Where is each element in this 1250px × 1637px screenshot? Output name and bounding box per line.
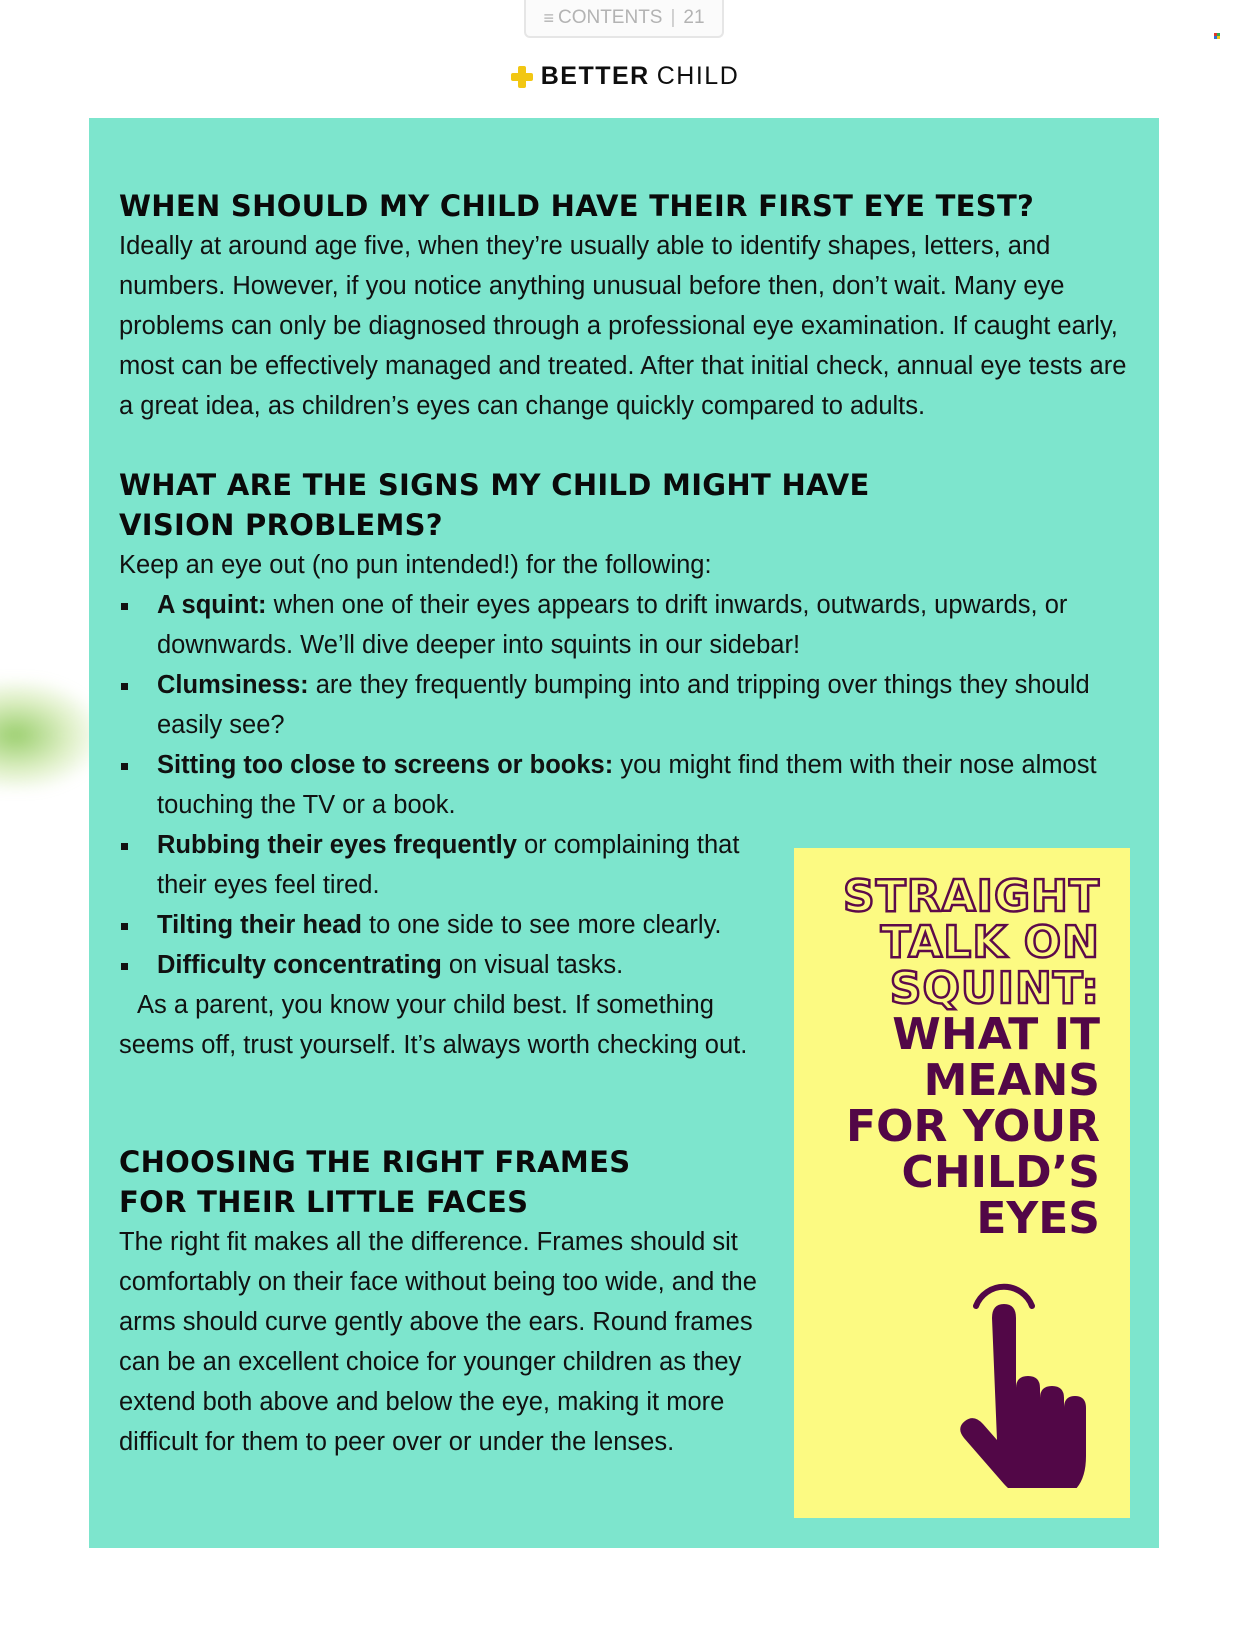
item-text: or complaining that their eyes feel tired. [157, 831, 740, 899]
contents-label: CONTENTS [557, 7, 663, 28]
sidebar-line: FOR YOUR [846, 1101, 1100, 1152]
brand-name-bold: BETTER [540, 62, 650, 90]
item-bold: Tilting their head [157, 911, 362, 939]
pointing-hand-icon [954, 1278, 1104, 1488]
decorative-smudge [0, 680, 100, 790]
list-item [119, 905, 789, 945]
item-bold: A squint: [157, 591, 267, 619]
heading-line: FOR THEIR LITTLE FACES [119, 1185, 529, 1219]
squint-sidebar-link[interactable] [794, 848, 1130, 1518]
section-heading [119, 465, 1129, 545]
section-body: Ideally at around age five, when they’re usually able to identify shapes, letters, and numbers. However, if you notice anything unusual before then, don’t wait. Many eye problems can only be diagnosed through a professional eye examination. If caught early, most can be effectively managed and treated. After that initial check, annual eye tests are a great idea, as children’s eyes can change quickly compared to adults. [119, 232, 1127, 420]
item-text: are they frequently bumping into and tripping over things they should easily see? [157, 671, 1090, 739]
corner-mark-icon [1214, 33, 1220, 39]
list-item [119, 825, 749, 905]
item-bold: Sitting too close to screens or books: [157, 751, 614, 779]
brand-name-regular: CHILD [656, 62, 740, 90]
sidebar-line: CHILD’S [901, 1147, 1100, 1198]
heading-line: CHOOSING THE RIGHT FRAMES [119, 1145, 631, 1179]
section-heading: WHEN SHOULD MY CHILD HAVE THEIR FIRST EYE TEST? [119, 189, 1035, 223]
item-bold: Clumsiness: [157, 671, 309, 699]
heading-line: WHAT ARE THE SIGNS MY CHILD MIGHT HAVE [119, 468, 870, 502]
item-bold: Difficulty concentrating [157, 951, 442, 979]
list-item [119, 945, 789, 985]
sidebar-line: SQUINT: [889, 963, 1100, 1014]
item-bold: Rubbing their eyes frequently [157, 831, 517, 859]
sidebar-line: EYES [976, 1193, 1100, 1244]
sidebar-line: STRAIGHT [843, 871, 1100, 922]
sidebar-line: MEANS [923, 1055, 1100, 1106]
contents-separator: | [670, 7, 676, 28]
section-first-eye-test [119, 186, 1129, 426]
sidebar-line: TALK ON [880, 917, 1100, 968]
plus-icon [511, 66, 533, 88]
section-closing: As a parent, you know your child best. If something seems off, trust yourself. It’s always worth checking out. [119, 991, 748, 1059]
item-text: when one of their eyes appears to drift inwards, outwards, upwards, or downwards. We’ll dive deeper into squints in our sidebar! [157, 591, 1068, 659]
section-intro: Keep an eye out (no pun intended!) for the following: [119, 551, 712, 579]
list-item [119, 745, 1119, 825]
brand-header [0, 62, 1250, 91]
item-text: you might find them with their nose almost touching the TV or a book. [157, 751, 1097, 819]
item-text: on visual tasks. [441, 951, 624, 979]
item-text: to one side to see more clearly. [361, 911, 722, 939]
menu-icon: ≡ [543, 7, 554, 28]
section-body: The right fit makes all the difference. Frames should sit comfortably on their face without being too wide, and the arms should curve gently above the ears. Round frames can be an excellent choice for younger children as they extend both above and below the eye, making it more difficult for them to peer over or under the lenses. [119, 1228, 757, 1456]
heading-line: VISION PROBLEMS? [119, 508, 443, 542]
list-item [119, 665, 1119, 745]
list-item [119, 585, 1119, 665]
sidebar-line: WHAT IT [892, 1009, 1100, 1060]
page-number: 21 [683, 7, 705, 28]
contents-button[interactable] [524, 0, 724, 38]
sidebar-title [843, 871, 1100, 1244]
